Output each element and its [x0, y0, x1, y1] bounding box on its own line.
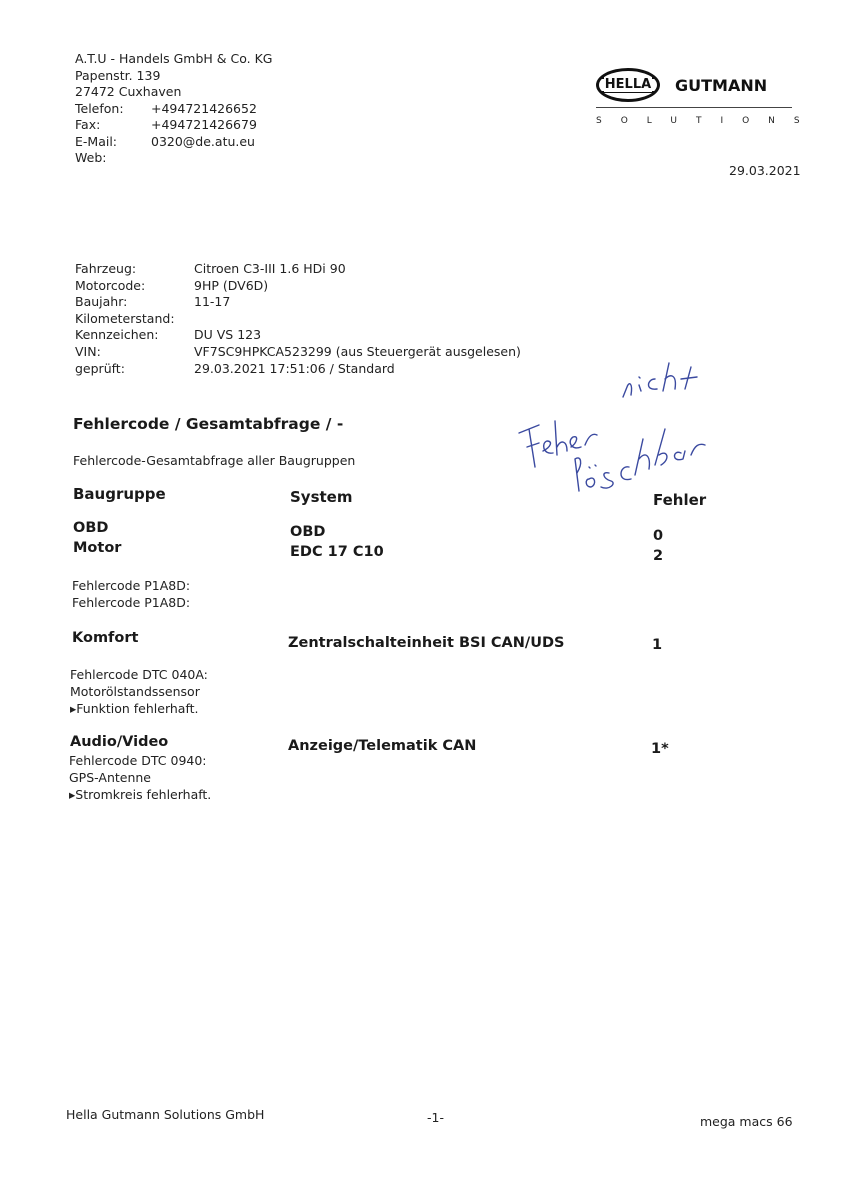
group-name: Motor	[73, 540, 122, 556]
vehicle-value: 9HP (DV6D)	[194, 277, 269, 293]
footer-device: mega macs 66	[700, 1114, 793, 1129]
ink-stroke	[621, 467, 631, 480]
group-name: Audio/Video	[70, 734, 169, 750]
vehicle-value: 11-17	[194, 294, 231, 310]
ink-stroke	[663, 363, 675, 391]
vehicle-row	[75, 278, 521, 295]
vehicle-value: Citroen C3-III 1.6 HDi 90	[194, 261, 346, 276]
detail-line: Motorölstandssensor	[70, 684, 200, 699]
ink-stroke	[586, 465, 596, 487]
fax-value: +494721426679	[151, 117, 257, 132]
company-email-row	[75, 134, 272, 151]
col-header-group: Baugruppe	[73, 485, 166, 503]
company-name: A.T.U - Handels GmbH & Co. KG	[75, 51, 273, 66]
group-system: OBD	[290, 524, 326, 540]
group-name: OBD	[73, 520, 109, 536]
vehicle-row	[75, 311, 521, 328]
phone-value: +494721426652	[151, 100, 257, 116]
col-header-errors: Fehler	[653, 491, 707, 509]
ink-stroke	[655, 429, 667, 465]
logo-divider	[596, 107, 792, 108]
group-details	[72, 577, 190, 611]
ink-stroke	[691, 444, 705, 455]
hella-logo	[596, 68, 660, 102]
ink-stroke	[649, 379, 658, 389]
group-system: EDC 17 C10	[290, 544, 384, 560]
handwritten-note	[505, 355, 720, 505]
vehicle-label: geprüft:	[75, 360, 125, 376]
col-header-system: System	[290, 488, 353, 506]
vehicle-row	[75, 344, 521, 361]
ink-stroke	[635, 439, 649, 475]
group-name: Komfort	[72, 630, 139, 646]
ink-stroke	[601, 473, 613, 488]
vehicle-label: Kennzeichen:	[75, 327, 159, 343]
vehicle-row	[75, 294, 521, 311]
ink-stroke	[519, 425, 539, 467]
footer-page-number: -1-	[427, 1110, 444, 1125]
ink-stroke	[681, 367, 697, 389]
company-fax-row	[75, 117, 272, 134]
group-error-count: 2	[653, 548, 664, 564]
gutmann-logo-text: GUTMANN	[675, 76, 768, 95]
detail-line: ▸Funktion fehlerhaft.	[70, 701, 199, 716]
fax-label: Fax:	[75, 117, 101, 132]
ink-stroke	[585, 434, 597, 445]
footer-company: Hella Gutmann Solutions GmbH	[66, 1107, 265, 1122]
ink-stroke	[570, 437, 581, 448]
phone-label: Telefon:	[75, 100, 124, 116]
vehicle-value: DU VS 123	[194, 327, 262, 343]
hella-logo-text: HELLA	[604, 77, 652, 92]
group-system: Anzeige/Telematik CAN	[288, 738, 477, 754]
vehicle-row	[75, 261, 521, 278]
group-error-count: 1	[652, 637, 663, 653]
detail-line: GPS-Antenne	[69, 770, 151, 785]
ink-stroke	[575, 458, 581, 491]
vehicle-label: VIN:	[75, 343, 101, 359]
ink-stroke	[675, 451, 686, 460]
vehicle-value: 29.03.2021 17:51:06 / Standard	[194, 360, 395, 376]
report-date: 29.03.2021	[729, 163, 801, 178]
vehicle-row	[75, 327, 521, 344]
company-web-row	[75, 150, 272, 167]
company-city: 27472 Cuxhaven	[75, 84, 182, 99]
ink-stroke	[555, 421, 567, 455]
vehicle-label: Baujahr:	[75, 294, 128, 310]
ink-stroke	[639, 377, 641, 391]
company-address	[75, 51, 272, 167]
vehicle-label: Fahrzeug:	[75, 261, 137, 276]
report-title: Fehlercode / Gesamtabfrage / -	[73, 415, 344, 433]
group-details	[69, 752, 211, 803]
detail-line: Fehlercode P1A8D:	[72, 578, 191, 593]
vehicle-label: Kilometerstand:	[75, 310, 175, 326]
detail-line: Fehlercode P1A8D:	[72, 595, 191, 610]
ink-stroke	[543, 441, 553, 453]
group-system: Zentralschalteinheit BSI CAN/UDS	[288, 635, 565, 651]
detail-line: Fehlercode DTC 0940:	[69, 753, 207, 768]
vehicle-info	[75, 261, 521, 377]
email-value: 0320@de.atu.eu	[151, 133, 255, 149]
company-street: Papenstr. 139	[75, 67, 161, 83]
web-label: Web:	[75, 150, 107, 165]
group-error-count: 1*	[651, 741, 669, 757]
vehicle-label: Motorcode:	[75, 277, 146, 293]
company-phone-row	[75, 101, 272, 118]
group-error-count: 0	[653, 528, 664, 544]
vehicle-row	[75, 361, 521, 378]
solutions-logo-text: SOLUTIONS	[596, 116, 819, 126]
detail-line: Fehlercode DTC 040A:	[70, 667, 208, 682]
email-label: E-Mail:	[75, 133, 118, 149]
vehicle-value: VF7SC9HPKCA523299 (aus Steuergerät ausgelesen)	[194, 343, 521, 359]
report-subtitle: Fehlercode-Gesamtabfrage aller Baugruppen	[73, 453, 356, 468]
group-details	[70, 666, 208, 717]
ink-stroke	[623, 384, 632, 397]
detail-line: ▸Stromkreis fehlerhaft.	[69, 787, 212, 802]
